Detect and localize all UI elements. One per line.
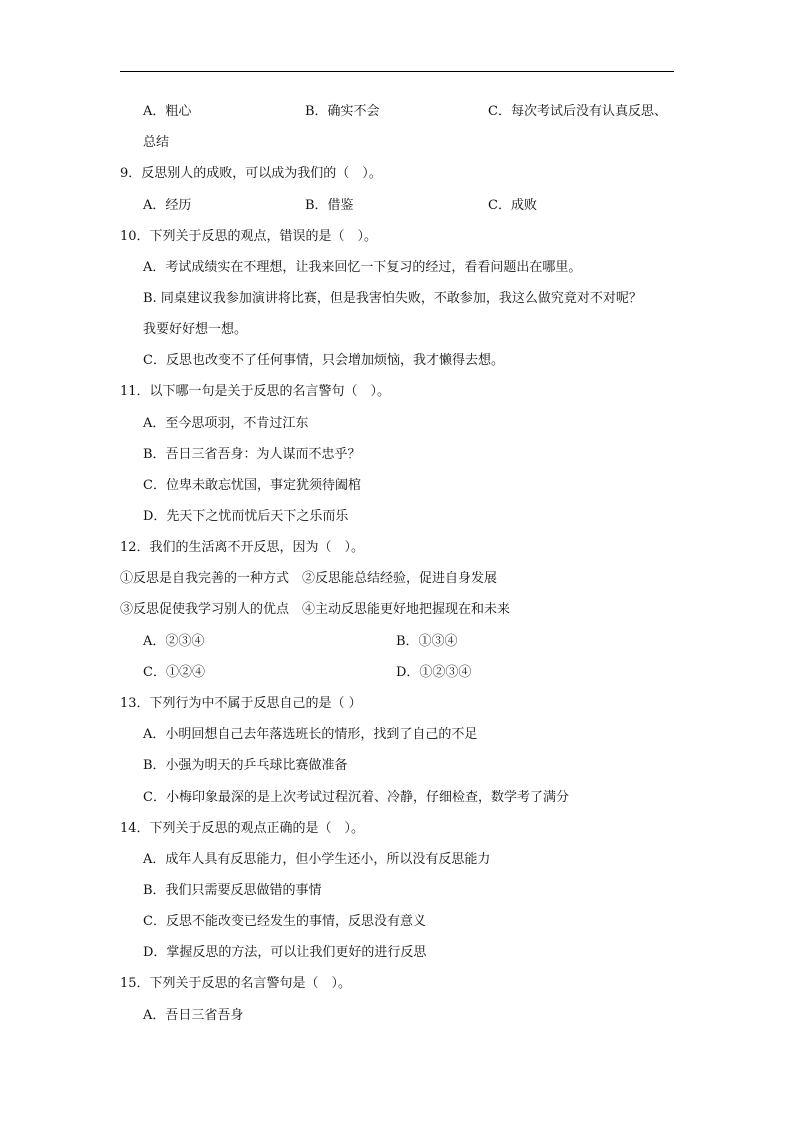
q8-option-c-continuation: 总结	[143, 135, 170, 150]
q11-option-a: A．至今思项羽，不肯过江东	[143, 416, 309, 431]
q10-option-a: A．考试成绩实在不理想，让我来回忆一下复习的经过，看看问题出在哪里。	[143, 260, 582, 275]
q10-stem: 10．下列关于反思的观点，错误的是（ ）。	[120, 229, 378, 244]
q13-option-b: B．小强为明天的乒乓球比赛做准备	[143, 758, 348, 773]
q15-stem: 15．下列关于反思的名言警句是（ ）。	[120, 976, 352, 991]
q9-option-a: A．经历	[143, 198, 192, 213]
q9-option-c: C．成败	[488, 198, 537, 213]
q8-option-c: C．每次考试后没有认真反思、	[488, 104, 667, 119]
q9-option-b: B．借鉴	[305, 198, 354, 213]
q10-option-b-continuation: 我要好好想一想。	[143, 322, 248, 337]
q12-option-d: D．①②③④	[396, 665, 472, 680]
q13-stem: 13．下列行为中不属于反思自己的是（ ）	[120, 696, 362, 711]
q11-option-b: B．吾日三省吾身：为人谋而不忠乎？	[143, 447, 361, 462]
q12-statements-line-2: ③反思促使我学习别人的优点 ④主动反思能更好地把握现在和未来	[120, 602, 511, 617]
q15-option-a: A．吾日三省吾身	[143, 1008, 244, 1023]
q13-option-a: A．小明回想自己去年落选班长的情形，找到了自己的不足	[143, 727, 478, 742]
q14-option-a: A．成年人具有反思能力，但小学生还小，所以没有反思能力	[143, 852, 491, 867]
q8-option-b: B．确实不会	[305, 104, 380, 119]
q14-option-c: C．反思不能改变已经发生的事情，反思没有意义	[143, 914, 426, 929]
q10-option-c: C．反思也改变不了任何事情，只会增加烦恼，我才懒得去想。	[143, 353, 504, 368]
q12-option-c: C．①②④	[143, 665, 205, 680]
q11-option-c: C．位卑未敢忘忧国，事定犹须待阖棺	[143, 478, 361, 493]
q12-option-a: A．②③④	[143, 634, 205, 649]
header-rule	[120, 71, 674, 72]
q14-stem: 14．下列关于反思的观点正确的是（ ）。	[120, 821, 365, 836]
q12-option-b: B．①③④	[396, 634, 458, 649]
q10-option-b: B. 同桌建议我参加演讲将比赛，但是我害怕失败，不敢参加，我这么做究竟对不对呢？	[143, 291, 642, 306]
q9-stem: 9．反思别人的成败，可以成为我们的（ ）。	[120, 166, 382, 181]
q11-stem: 11．以下哪一句是关于反思的名言警句（ ）。	[120, 384, 391, 399]
q13-option-c: C．小梅印象最深的是上次考试过程沉着、冷静，仔细检查，数学考了满分	[143, 790, 569, 805]
q12-stem: 12．我们的生活离不开反思，因为（ ）。	[120, 540, 365, 555]
q12-statements-line-1: ①反思是自我完善的一种方式 ②反思能总结经验，促进自身发展	[120, 571, 498, 586]
q14-option-d: D．掌握反思的方法，可以让我们更好的进行反思	[143, 945, 427, 960]
q14-option-b: B．我们只需要反思做错的事情	[143, 883, 322, 898]
q11-option-d: D．先天下之忧而忧后天下之乐而乐	[143, 509, 349, 524]
q8-option-a: A．粗心	[143, 104, 192, 119]
